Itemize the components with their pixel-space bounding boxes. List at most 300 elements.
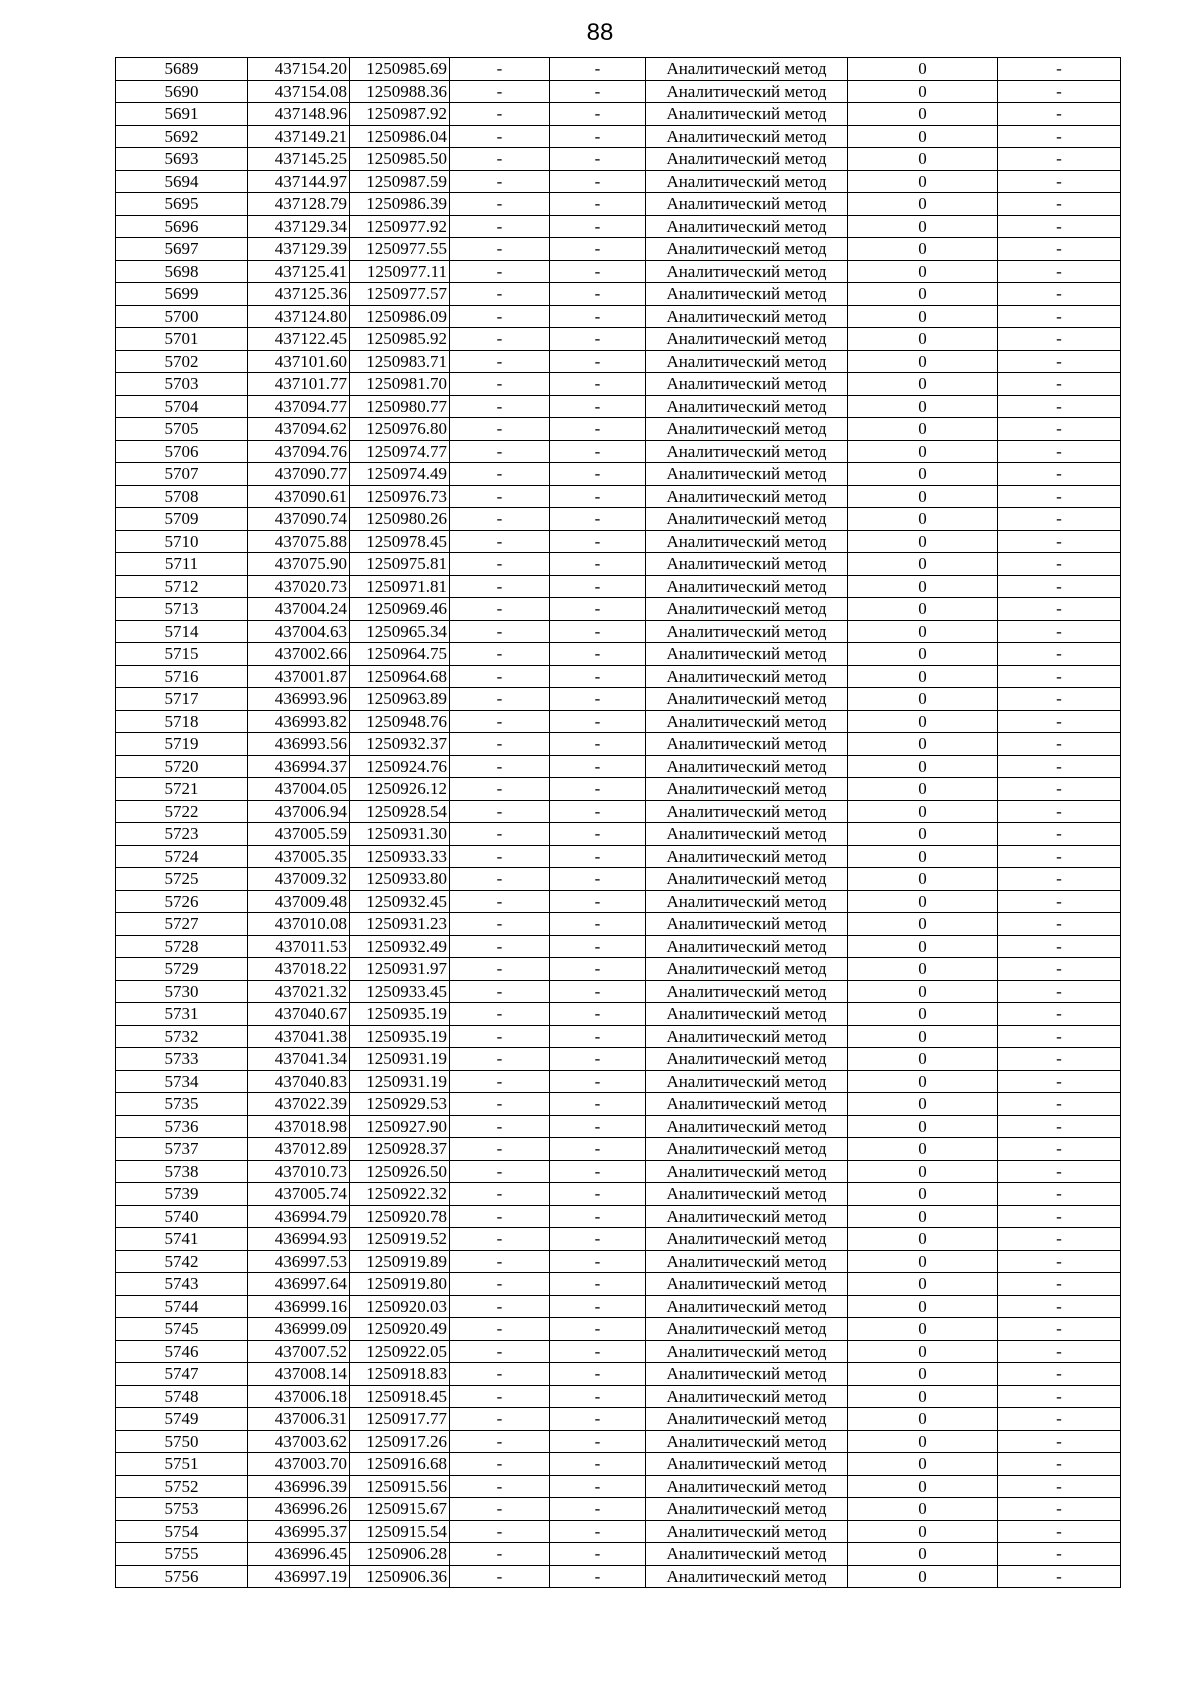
x-coordinate-cell: 436996.26 — [248, 1498, 350, 1521]
method-cell: Аналитический метод — [646, 665, 848, 688]
dash-cell: - — [550, 193, 646, 216]
dash-cell: - — [450, 440, 550, 463]
y-coordinate-cell: 1250928.54 — [350, 800, 450, 823]
y-coordinate-cell: 1250918.83 — [350, 1363, 450, 1386]
method-cell: Аналитический метод — [646, 1070, 848, 1093]
dash-cell: - — [550, 1048, 646, 1071]
y-coordinate-cell: 1250935.19 — [350, 1025, 450, 1048]
error-value-cell: 0 — [848, 1273, 998, 1296]
point-number-cell: 5747 — [116, 1363, 248, 1386]
y-coordinate-cell: 1250964.68 — [350, 665, 450, 688]
table-row — [116, 1205, 1121, 1228]
x-coordinate-cell: 436997.64 — [248, 1273, 350, 1296]
method-cell: Аналитический метод — [646, 260, 848, 283]
y-coordinate-cell: 1250976.80 — [350, 418, 450, 441]
x-coordinate-cell: 437003.70 — [248, 1453, 350, 1476]
method-cell: Аналитический метод — [646, 1363, 848, 1386]
method-cell: Аналитический метод — [646, 980, 848, 1003]
dash-cell: - — [550, 800, 646, 823]
method-cell: Аналитический метод — [646, 575, 848, 598]
dash-cell: - — [998, 328, 1121, 351]
dash-cell: - — [450, 958, 550, 981]
x-coordinate-cell: 437125.41 — [248, 260, 350, 283]
x-coordinate-cell: 437149.21 — [248, 125, 350, 148]
x-coordinate-cell: 437008.14 — [248, 1363, 350, 1386]
point-number-cell: 5741 — [116, 1228, 248, 1251]
table-row — [116, 1408, 1121, 1431]
dash-cell: - — [450, 1228, 550, 1251]
dash-cell: - — [998, 170, 1121, 193]
point-number-cell: 5708 — [116, 485, 248, 508]
table-row — [116, 935, 1121, 958]
table-row — [116, 215, 1121, 238]
x-coordinate-cell: 437090.74 — [248, 508, 350, 531]
x-coordinate-cell: 437090.77 — [248, 463, 350, 486]
dash-cell: - — [550, 1475, 646, 1498]
error-value-cell: 0 — [848, 1183, 998, 1206]
dash-cell: - — [550, 688, 646, 711]
x-coordinate-cell: 437009.32 — [248, 868, 350, 891]
x-coordinate-cell: 436999.16 — [248, 1295, 350, 1318]
table-row — [116, 238, 1121, 261]
dash-cell: - — [450, 733, 550, 756]
dash-cell: - — [998, 935, 1121, 958]
y-coordinate-cell: 1250980.26 — [350, 508, 450, 531]
x-coordinate-cell: 437122.45 — [248, 328, 350, 351]
method-cell: Аналитический метод — [646, 1115, 848, 1138]
x-coordinate-cell: 436994.79 — [248, 1205, 350, 1228]
x-coordinate-cell: 437021.32 — [248, 980, 350, 1003]
method-cell: Аналитический метод — [646, 710, 848, 733]
dash-cell: - — [450, 1205, 550, 1228]
table-row — [116, 1498, 1121, 1521]
method-cell: Аналитический метод — [646, 1003, 848, 1026]
dash-cell: - — [998, 238, 1121, 261]
error-value-cell: 0 — [848, 80, 998, 103]
table-row — [116, 710, 1121, 733]
point-number-cell: 5748 — [116, 1385, 248, 1408]
dash-cell: - — [550, 283, 646, 306]
error-value-cell: 0 — [848, 733, 998, 756]
error-value-cell: 0 — [848, 1498, 998, 1521]
dash-cell: - — [550, 1318, 646, 1341]
dash-cell: - — [450, 1295, 550, 1318]
method-cell: Аналитический метод — [646, 238, 848, 261]
method-cell: Аналитический метод — [646, 800, 848, 823]
point-number-cell: 5732 — [116, 1025, 248, 1048]
y-coordinate-cell: 1250920.03 — [350, 1295, 450, 1318]
dash-cell: - — [550, 1520, 646, 1543]
point-number-cell: 5715 — [116, 643, 248, 666]
x-coordinate-cell: 437022.39 — [248, 1093, 350, 1116]
x-coordinate-cell: 436997.19 — [248, 1565, 350, 1588]
dash-cell: - — [450, 1003, 550, 1026]
y-coordinate-cell: 1250976.73 — [350, 485, 450, 508]
error-value-cell: 0 — [848, 1138, 998, 1161]
table-row — [116, 1273, 1121, 1296]
dash-cell: - — [550, 58, 646, 81]
point-number-cell: 5706 — [116, 440, 248, 463]
y-coordinate-cell: 1250987.59 — [350, 170, 450, 193]
point-number-cell: 5735 — [116, 1093, 248, 1116]
dash-cell: - — [450, 350, 550, 373]
error-value-cell: 0 — [848, 1160, 998, 1183]
point-number-cell: 5701 — [116, 328, 248, 351]
y-coordinate-cell: 1250919.52 — [350, 1228, 450, 1251]
y-coordinate-cell: 1250980.77 — [350, 395, 450, 418]
dash-cell: - — [550, 350, 646, 373]
point-number-cell: 5713 — [116, 598, 248, 621]
y-coordinate-cell: 1250985.50 — [350, 148, 450, 171]
dash-cell: - — [998, 913, 1121, 936]
x-coordinate-cell: 437129.39 — [248, 238, 350, 261]
y-coordinate-cell: 1250931.19 — [350, 1070, 450, 1093]
point-number-cell: 5725 — [116, 868, 248, 891]
dash-cell: - — [998, 980, 1121, 1003]
point-number-cell: 5690 — [116, 80, 248, 103]
x-coordinate-cell: 437075.90 — [248, 553, 350, 576]
error-value-cell: 0 — [848, 1025, 998, 1048]
dash-cell: - — [450, 103, 550, 126]
error-value-cell: 0 — [848, 1250, 998, 1273]
y-coordinate-cell: 1250928.37 — [350, 1138, 450, 1161]
dash-cell: - — [450, 395, 550, 418]
dash-cell: - — [450, 1048, 550, 1071]
dash-cell: - — [450, 1385, 550, 1408]
point-number-cell: 5693 — [116, 148, 248, 171]
dash-cell: - — [450, 665, 550, 688]
table-row — [116, 778, 1121, 801]
dash-cell: - — [450, 1070, 550, 1093]
dash-cell: - — [450, 305, 550, 328]
y-coordinate-cell: 1250932.37 — [350, 733, 450, 756]
table-row — [116, 1318, 1121, 1341]
dash-cell: - — [450, 1543, 550, 1566]
method-cell: Аналитический метод — [646, 418, 848, 441]
page-number: 88 — [586, 19, 614, 46]
method-cell: Аналитический метод — [646, 823, 848, 846]
error-value-cell: 0 — [848, 755, 998, 778]
dash-cell: - — [450, 1250, 550, 1273]
dash-cell: - — [450, 935, 550, 958]
y-coordinate-cell: 1250988.36 — [350, 80, 450, 103]
error-value-cell: 0 — [848, 845, 998, 868]
dash-cell: - — [450, 980, 550, 1003]
x-coordinate-cell: 437154.08 — [248, 80, 350, 103]
method-cell: Аналитический метод — [646, 1295, 848, 1318]
dash-cell: - — [550, 1183, 646, 1206]
dash-cell: - — [550, 575, 646, 598]
method-cell: Аналитический метод — [646, 373, 848, 396]
y-coordinate-cell: 1250915.67 — [350, 1498, 450, 1521]
dash-cell: - — [550, 553, 646, 576]
point-number-cell: 5753 — [116, 1498, 248, 1521]
dash-cell: - — [550, 1340, 646, 1363]
dash-cell: - — [450, 1318, 550, 1341]
x-coordinate-cell: 437144.97 — [248, 170, 350, 193]
table-row — [116, 80, 1121, 103]
y-coordinate-cell: 1250986.39 — [350, 193, 450, 216]
method-cell: Аналитический метод — [646, 778, 848, 801]
table-row — [116, 1250, 1121, 1273]
point-number-cell: 5712 — [116, 575, 248, 598]
dash-cell: - — [998, 148, 1121, 171]
dash-cell: - — [450, 845, 550, 868]
dash-cell: - — [550, 170, 646, 193]
method-cell: Аналитический метод — [646, 1498, 848, 1521]
dash-cell: - — [998, 80, 1121, 103]
point-number-cell: 5729 — [116, 958, 248, 981]
error-value-cell: 0 — [848, 260, 998, 283]
dash-cell: - — [998, 1520, 1121, 1543]
table-row — [116, 620, 1121, 643]
y-coordinate-cell: 1250917.77 — [350, 1408, 450, 1431]
table-row — [116, 1385, 1121, 1408]
point-number-cell: 5752 — [116, 1475, 248, 1498]
method-cell: Аналитический метод — [646, 485, 848, 508]
point-number-cell: 5728 — [116, 935, 248, 958]
error-value-cell: 0 — [848, 1205, 998, 1228]
y-coordinate-cell: 1250965.34 — [350, 620, 450, 643]
point-number-cell: 5731 — [116, 1003, 248, 1026]
error-value-cell: 0 — [848, 395, 998, 418]
y-coordinate-cell: 1250933.80 — [350, 868, 450, 891]
table-row — [116, 103, 1121, 126]
y-coordinate-cell: 1250987.92 — [350, 103, 450, 126]
dash-cell: - — [550, 1160, 646, 1183]
point-number-cell: 5707 — [116, 463, 248, 486]
dash-cell: - — [998, 823, 1121, 846]
dash-cell: - — [450, 1408, 550, 1431]
method-cell: Аналитический метод — [646, 1160, 848, 1183]
point-number-cell: 5696 — [116, 215, 248, 238]
table-row — [116, 1340, 1121, 1363]
dash-cell: - — [998, 1498, 1121, 1521]
dash-cell: - — [998, 440, 1121, 463]
dash-cell: - — [450, 148, 550, 171]
x-coordinate-cell: 437004.24 — [248, 598, 350, 621]
error-value-cell: 0 — [848, 440, 998, 463]
y-coordinate-cell: 1250963.89 — [350, 688, 450, 711]
error-value-cell: 0 — [848, 980, 998, 1003]
point-number-cell: 5756 — [116, 1565, 248, 1588]
y-coordinate-cell: 1250932.49 — [350, 935, 450, 958]
y-coordinate-cell: 1250964.75 — [350, 643, 450, 666]
x-coordinate-cell: 436996.39 — [248, 1475, 350, 1498]
dash-cell: - — [550, 620, 646, 643]
point-number-cell: 5711 — [116, 553, 248, 576]
table-row — [116, 170, 1121, 193]
x-coordinate-cell: 436999.09 — [248, 1318, 350, 1341]
dash-cell: - — [450, 58, 550, 81]
x-coordinate-cell: 437003.62 — [248, 1430, 350, 1453]
dash-cell: - — [550, 1453, 646, 1476]
dash-cell: - — [550, 328, 646, 351]
x-coordinate-cell: 437005.35 — [248, 845, 350, 868]
error-value-cell: 0 — [848, 103, 998, 126]
table-row — [116, 553, 1121, 576]
table-row — [116, 58, 1121, 81]
dash-cell: - — [998, 1250, 1121, 1273]
x-coordinate-cell: 437094.62 — [248, 418, 350, 441]
dash-cell: - — [550, 103, 646, 126]
method-cell: Аналитический метод — [646, 283, 848, 306]
dash-cell: - — [550, 665, 646, 688]
dash-cell: - — [998, 1115, 1121, 1138]
y-coordinate-cell: 1250975.81 — [350, 553, 450, 576]
y-coordinate-cell: 1250977.11 — [350, 260, 450, 283]
error-value-cell: 0 — [848, 1565, 998, 1588]
y-coordinate-cell: 1250948.76 — [350, 710, 450, 733]
error-value-cell: 0 — [848, 823, 998, 846]
dash-cell: - — [998, 1138, 1121, 1161]
y-coordinate-cell: 1250985.92 — [350, 328, 450, 351]
dash-cell: - — [450, 508, 550, 531]
dash-cell: - — [998, 215, 1121, 238]
table-row — [116, 1093, 1121, 1116]
method-cell: Аналитический метод — [646, 1250, 848, 1273]
table-row — [116, 418, 1121, 441]
dash-cell: - — [998, 778, 1121, 801]
table-row — [116, 1115, 1121, 1138]
dash-cell: - — [450, 598, 550, 621]
method-cell: Аналитический метод — [646, 1138, 848, 1161]
point-number-cell: 5702 — [116, 350, 248, 373]
dash-cell: - — [450, 1498, 550, 1521]
method-cell: Аналитический метод — [646, 215, 848, 238]
dash-cell: - — [450, 1093, 550, 1116]
point-number-cell: 5744 — [116, 1295, 248, 1318]
dash-cell: - — [998, 1430, 1121, 1453]
method-cell: Аналитический метод — [646, 688, 848, 711]
y-coordinate-cell: 1250931.19 — [350, 1048, 450, 1071]
dash-cell: - — [550, 1543, 646, 1566]
table-row — [116, 1138, 1121, 1161]
error-value-cell: 0 — [848, 1115, 998, 1138]
dash-cell: - — [550, 373, 646, 396]
table-row — [116, 868, 1121, 891]
x-coordinate-cell: 437002.66 — [248, 643, 350, 666]
error-value-cell: 0 — [848, 620, 998, 643]
point-number-cell: 5694 — [116, 170, 248, 193]
dash-cell: - — [550, 485, 646, 508]
dash-cell: - — [998, 1228, 1121, 1251]
point-number-cell: 5751 — [116, 1453, 248, 1476]
x-coordinate-cell: 437020.73 — [248, 575, 350, 598]
table-row — [116, 508, 1121, 531]
dash-cell: - — [998, 845, 1121, 868]
x-coordinate-cell: 437010.08 — [248, 913, 350, 936]
y-coordinate-cell: 1250929.53 — [350, 1093, 450, 1116]
dash-cell: - — [450, 890, 550, 913]
y-coordinate-cell: 1250922.05 — [350, 1340, 450, 1363]
x-coordinate-cell: 437004.05 — [248, 778, 350, 801]
error-value-cell: 0 — [848, 305, 998, 328]
method-cell: Аналитический метод — [646, 620, 848, 643]
y-coordinate-cell: 1250924.76 — [350, 755, 450, 778]
dash-cell: - — [450, 778, 550, 801]
table-row — [116, 1025, 1121, 1048]
error-value-cell: 0 — [848, 170, 998, 193]
dash-cell: - — [550, 260, 646, 283]
point-number-cell: 5695 — [116, 193, 248, 216]
dash-cell: - — [550, 913, 646, 936]
table-row — [116, 305, 1121, 328]
point-number-cell: 5698 — [116, 260, 248, 283]
x-coordinate-cell: 437124.80 — [248, 305, 350, 328]
x-coordinate-cell: 437005.59 — [248, 823, 350, 846]
dash-cell: - — [450, 215, 550, 238]
table-row — [116, 845, 1121, 868]
dash-cell: - — [998, 553, 1121, 576]
point-number-cell: 5704 — [116, 395, 248, 418]
error-value-cell: 0 — [848, 350, 998, 373]
x-coordinate-cell: 436993.82 — [248, 710, 350, 733]
dash-cell: - — [998, 1003, 1121, 1026]
dash-cell: - — [550, 823, 646, 846]
dash-cell: - — [998, 800, 1121, 823]
point-number-cell: 5705 — [116, 418, 248, 441]
dash-cell: - — [998, 260, 1121, 283]
error-value-cell: 0 — [848, 1475, 998, 1498]
method-cell: Аналитический метод — [646, 1183, 848, 1206]
dash-cell: - — [550, 755, 646, 778]
method-cell: Аналитический метод — [646, 328, 848, 351]
point-number-cell: 5742 — [116, 1250, 248, 1273]
method-cell: Аналитический метод — [646, 1093, 848, 1116]
method-cell: Аналитический метод — [646, 170, 848, 193]
point-number-cell: 5740 — [116, 1205, 248, 1228]
table-row — [116, 1183, 1121, 1206]
dash-cell: - — [998, 1070, 1121, 1093]
error-value-cell: 0 — [848, 328, 998, 351]
table-row — [116, 1003, 1121, 1026]
x-coordinate-cell: 437018.22 — [248, 958, 350, 981]
dash-cell: - — [550, 733, 646, 756]
dash-cell: - — [550, 890, 646, 913]
x-coordinate-cell: 437154.20 — [248, 58, 350, 81]
method-cell: Аналитический метод — [646, 80, 848, 103]
x-coordinate-cell: 437125.36 — [248, 283, 350, 306]
point-number-cell: 5749 — [116, 1408, 248, 1431]
dash-cell: - — [998, 103, 1121, 126]
x-coordinate-cell: 437005.74 — [248, 1183, 350, 1206]
x-coordinate-cell: 437010.73 — [248, 1160, 350, 1183]
point-number-cell: 5689 — [116, 58, 248, 81]
dash-cell: - — [998, 598, 1121, 621]
dash-cell: - — [550, 215, 646, 238]
x-coordinate-cell: 436993.56 — [248, 733, 350, 756]
dash-cell: - — [550, 980, 646, 1003]
dash-cell: - — [450, 260, 550, 283]
error-value-cell: 0 — [848, 1070, 998, 1093]
table-body — [116, 58, 1121, 1588]
dash-cell: - — [450, 1273, 550, 1296]
dash-cell: - — [550, 530, 646, 553]
point-number-cell: 5717 — [116, 688, 248, 711]
dash-cell: - — [998, 373, 1121, 396]
table-row — [116, 1543, 1121, 1566]
error-value-cell: 0 — [848, 1295, 998, 1318]
error-value-cell: 0 — [848, 1408, 998, 1431]
point-number-cell: 5736 — [116, 1115, 248, 1138]
x-coordinate-cell: 437101.60 — [248, 350, 350, 373]
method-cell: Аналитический метод — [646, 553, 848, 576]
y-coordinate-cell: 1250915.56 — [350, 1475, 450, 1498]
point-number-cell: 5718 — [116, 710, 248, 733]
dash-cell: - — [450, 373, 550, 396]
error-value-cell: 0 — [848, 373, 998, 396]
